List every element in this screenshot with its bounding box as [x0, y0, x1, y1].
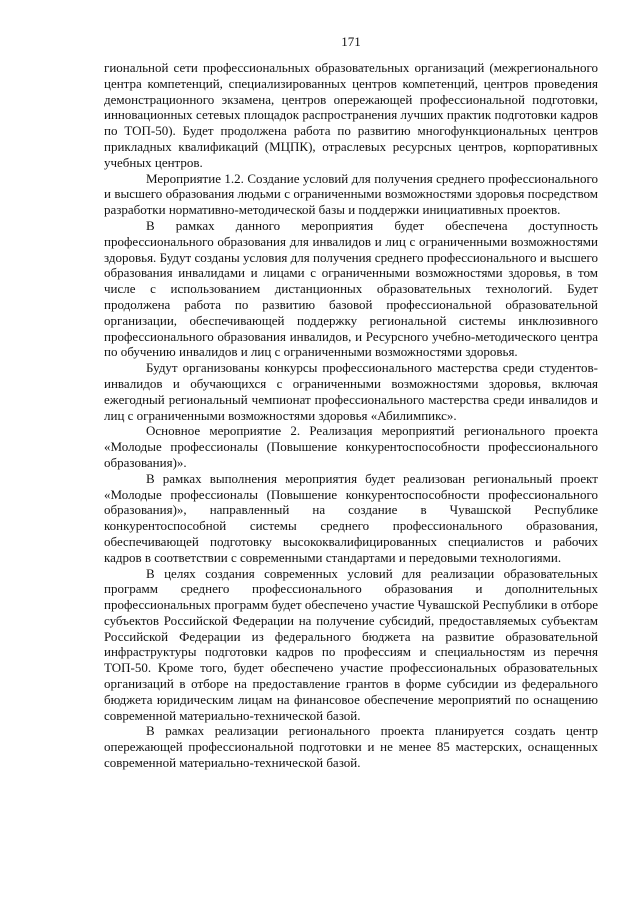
paragraph-main-measure-2: Основное мероприятие 2. Реализация мероприятий регионального проекта «Молодые профессионалы (Повышение конкурентоспособности профессионального образования)». — [104, 423, 598, 470]
paragraph-measure-1-2: Мероприятие 1.2. Создание условий для получения среднего профессионального и высшего образования людьми с ограниченными возможностями здоровья посредством разработки нормативно-методической базы и поддержки инициативных проектов. — [104, 170, 598, 218]
paragraph-modern-conditions: В целях создания современных условий для реализации образовательных программ среднего профессионального образования и дополнительных профессиональных программ будет обеспечено участие Чувашской Республики в отборе субъектов Российской Федерации на получение субсидий, предоставляемых субъектам Российской Федерации из федерального бюджета на развитие образовательной инфраструктуры подготовки кадров по профессиям и специальностям из перечня ТОП-50. Кроме того, будет обеспечено участие профессиональных образовательных организаций в отборе на предоставление грантов в форме субсидии из федерального бюджета юридическим лицам на финансовое обеспечение мероприятий по оснащению современной материально-технической базой. — [104, 565, 598, 723]
paragraph-accessibility: В рамках данного мероприятия будет обеспечена доступность профессионального образования для инвалидов и лиц с ограниченными возможностями здоровья. Будут созданы условия для получения среднего профессионального и высшего образования инвалидами и лицами с ограниченными возможностями здоровья, в том числе с использованием дистанционных образовательных технологий. Будет продолжена работа по развитию базовой профессиональной образовательной организации, обеспечивающей поддержку региональной системы инклюзивного профессионального образования инвалидов, и Ресурсного учебно-методического центра по обучению инвалидов и лиц с ограниченными возможностями здоровья. — [104, 217, 598, 360]
paragraph-regional-project: В рамках выполнения мероприятия будет реализован региональный проект «Молодые профессионалы (Повышение конкурентоспособности профессионального образования)», направленный на создание в Чувашской Республике конкурентоспособной системы среднего профессионального образования, обеспечивающей подготовку высококвалифицированных специалистов и рабочих кадров в соответствии с современными стандартами и передовыми технологиями. — [104, 470, 598, 565]
paragraph-continuation: гиональной сети профессиональных образовательных организаций (межрегионального центра компетенций, специализированных центров компетенций, центров проведения демонстрационного экзамена, центров опережающей профессиональной подготовки, инновационных сетевых площадок распространения лучших практик подготовки кадров по ТОП-50). Будет продолжена работа по развитию многофункциональных центров прикладных квалификаций (МЦПК), отраслевых ресурсных центров, корпоративных учебных центров. — [104, 60, 598, 170]
paragraph-workshops: В рамках реализации регионального проекта планируется создать центр опережающей профессиональной подготовки и не менее 85 мастерских, оснащенных современной материально-технической базой. — [104, 723, 598, 771]
paragraph-competitions: Будут организованы конкурсы профессионального мастерства среди студентов-инвалидов и обучающихся с ограниченными возможностями здоровья, включая ежегодный региональный чемпионат профессионального мастерства среди инвалидов и лиц с ограниченными возможностями здоровья «Абилимпикс». — [104, 360, 598, 423]
document-page — [104, 34, 598, 771]
page-number: 171 — [341, 34, 361, 49]
